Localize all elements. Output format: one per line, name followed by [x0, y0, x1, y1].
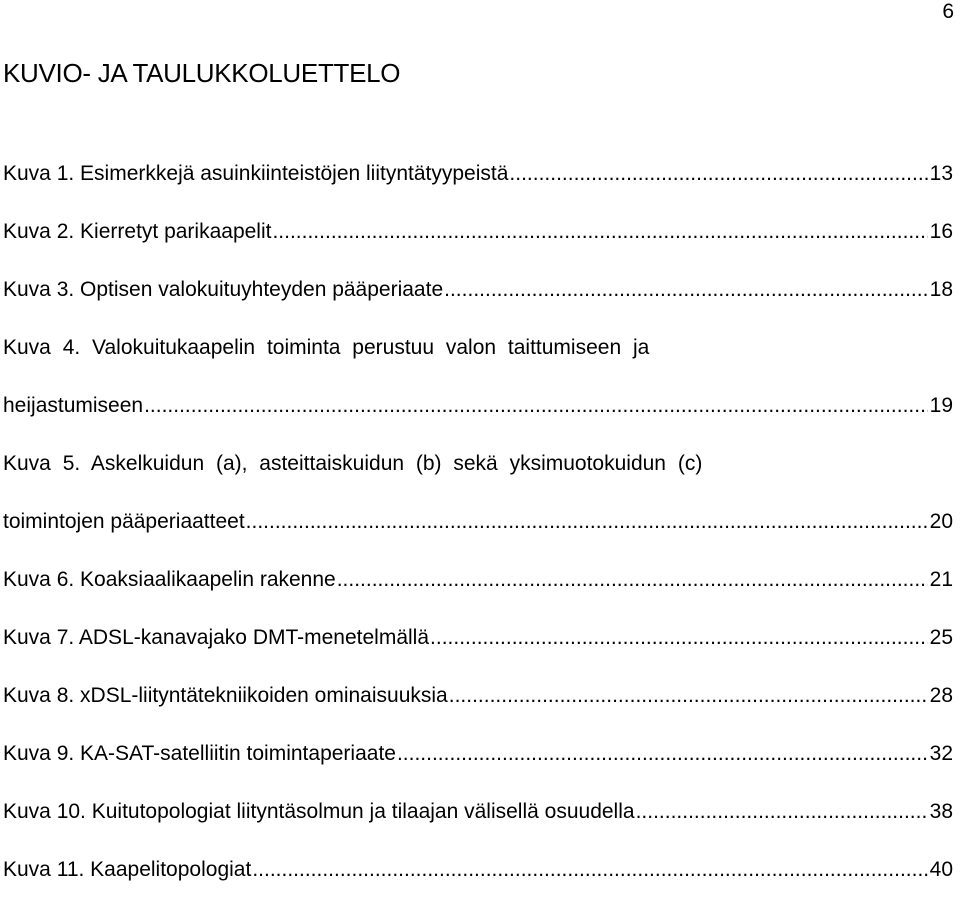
- page-number: 6: [942, 0, 954, 23]
- toc-entry-kuva-11[interactable]: [3, 855, 953, 885]
- toc-entry-kuva-9[interactable]: [3, 739, 953, 769]
- toc-entry-text: heijastumiseen: [3, 394, 144, 417]
- toc-entry-kuva-5[interactable]: [3, 507, 953, 537]
- dot-leader: [509, 159, 927, 189]
- toc-entry-page: 38: [929, 800, 953, 823]
- dot-leader: [272, 217, 927, 247]
- toc-entry-page: 25: [929, 626, 953, 649]
- dot-leader: [444, 275, 928, 305]
- dot-leader: [252, 855, 927, 885]
- dot-leader: [246, 507, 928, 537]
- dot-leader: [430, 623, 928, 653]
- toc-entry-page: 32: [929, 742, 953, 765]
- toc-entry-kuva-8[interactable]: [3, 681, 953, 711]
- toc-entry-page: 28: [929, 684, 953, 707]
- dot-leader: [144, 391, 928, 421]
- toc-entry-kuva-7[interactable]: [3, 623, 953, 653]
- toc-entry-page: 20: [929, 510, 953, 533]
- toc-entry-text: Kuva 6. Koaksiaalikaapelin rakenne: [3, 568, 336, 591]
- toc-entry-page: 18: [929, 278, 953, 301]
- toc-entry-kuva-1[interactable]: [3, 159, 953, 189]
- toc-entry-kuva-6[interactable]: [3, 565, 953, 595]
- toc-entry-text-line1: Kuva 4. Valokuitukaapelin toiminta perustuu valon taittumiseen ja: [3, 336, 650, 359]
- toc-entry-text: Kuva 9. KA-SAT-satelliitin toimintaperiaate: [3, 742, 396, 765]
- dot-leader: [397, 739, 928, 769]
- dot-leader: [449, 681, 928, 711]
- toc-entry-kuva-5-line1[interactable]: [3, 449, 818, 479]
- toc-entry-text: Kuva 2. Kierretyt parikaapelit: [3, 220, 272, 243]
- toc-entry-text: Kuva 1. Esimerkkejä asuinkiinteistöjen liityntätyypeistä: [3, 162, 509, 185]
- toc-entry-kuva-3[interactable]: [3, 275, 953, 305]
- toc-entry-kuva-4-line1[interactable]: [3, 333, 758, 363]
- toc-entry-page: 19: [929, 394, 953, 417]
- toc-entry-kuva-4[interactable]: [3, 391, 953, 421]
- toc-entry-text: Kuva 8. xDSL-liityntätekniikoiden ominaisuuksia: [3, 684, 448, 707]
- toc-entry-page: 40: [929, 858, 953, 881]
- toc-entry-page: 16: [929, 220, 953, 243]
- toc-entry-text: Kuva 7. ADSL-kanavajako DMT-menetelmällä: [3, 626, 430, 649]
- toc-entry-text-line1: Kuva 5. Askelkuidun (a), asteittaiskuidun (b) sekä yksimuotokuidun (c): [3, 452, 703, 475]
- dot-leader: [337, 565, 928, 595]
- toc-entry-kuva-2[interactable]: [3, 217, 953, 247]
- toc-entry-text: Kuva 3. Optisen valokuituyhteyden pääperiaate: [3, 278, 444, 301]
- toc-entry-text: Kuva 10. Kuitutopologiat liityntäsolmun ja tilaajan välisellä osuudella: [3, 800, 635, 823]
- toc-entry-page: 21: [929, 568, 953, 591]
- toc-entry-text: Kuva 11. Kaapelitopologiat: [3, 858, 252, 881]
- toc-entry-text: toimintojen pääperiaatteet: [3, 510, 245, 533]
- dot-leader: [636, 797, 928, 827]
- page-title: KUVIO- JA TAULUKKOLUETTELO: [3, 58, 401, 88]
- toc-entry-page: 13: [929, 162, 953, 185]
- toc-entry-kuva-10[interactable]: [3, 797, 953, 827]
